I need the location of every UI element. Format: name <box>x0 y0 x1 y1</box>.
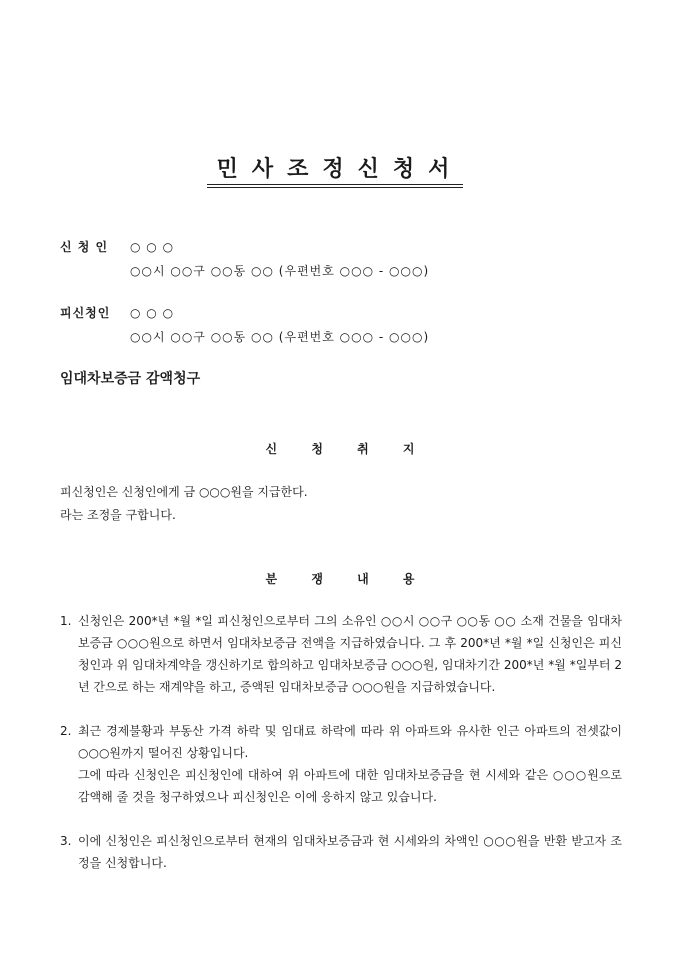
applicant-label: 신 청 인 <box>60 240 109 254</box>
title-underline-top <box>207 184 463 185</box>
respondent-row <box>60 304 174 321</box>
respondent-label: 피신청인 <box>60 306 111 320</box>
dispute-item-number: 3. <box>60 834 72 848</box>
purpose-line-1: 피신청인은 신청인에게 금 ○○○원을 지급한다. <box>60 485 308 499</box>
dispute-item-text-continued: 그에 따라 신청인은 피신청인에 대하여 위 아파트에 대한 임대차보증금을 현 시세와 같은 ○○○원으로 감액해 줄 것을 청구하였으나 피신청인은 이에 응하지 않고 있습니다. <box>78 768 622 804</box>
applicant-name: ○ ○ ○ <box>130 240 175 254</box>
dispute-item-number: 2. <box>60 724 72 738</box>
respondent-name: ○ ○ ○ <box>130 306 175 320</box>
purpose-heading: 신 청 취 지 <box>265 442 415 456</box>
purpose-line-2: 라는 조정을 구합니다. <box>60 508 176 522</box>
dispute-item-text: 이에 신청인은 피신청인으로부터 현재의 임대차보증금과 현 시세와의 차액인 ○○○원을 반환 받고자 조정을 신청합니다. <box>78 834 622 870</box>
case-name: 임대차보증금 감액청구 <box>60 371 201 387</box>
dispute-item-1 <box>60 610 622 698</box>
dispute-item-3 <box>60 830 622 874</box>
applicant-row <box>60 238 174 255</box>
title-underline-bottom <box>207 187 463 188</box>
dispute-item-text: 신청인은 200*년 *월 *일 피신청인으로부터 그의 소유인 ○○시 ○○구 ○○동 ○○ 소재 건물을 임대차보증금 ○○○원으로 하면서 임대차보증금 전액을 지급하였습니다. 그 후 200*년 *월 *일 신청인은 피신청인과 위 임대차계약을 갱신하기로 합의하고 임대차보증금 ○○○원, 임대차기간 200*년 *월 *일부터 2년 간으로 하는 재계약을 하고, 증액된 임대차보증금 ○○○원을 지급하였습니다. <box>78 614 622 694</box>
dispute-item-text: 최근 경제불황과 부동산 가격 하락 및 임대료 하락에 따라 위 아파트와 유사한 인근 아파트의 전셋값이 ○○○원까지 떨어진 상황입니다. <box>78 724 622 760</box>
applicant-address: ○○시 ○○구 ○○동 ○○ (우편번호 ○○○ - ○○○) <box>130 264 430 278</box>
document-title: 민사조정신청서 <box>216 156 464 182</box>
dispute-heading: 분 쟁 내 용 <box>265 572 415 586</box>
dispute-item-2 <box>60 720 622 808</box>
respondent-address: ○○시 ○○구 ○○동 ○○ (우편번호 ○○○ - ○○○) <box>130 330 430 344</box>
dispute-item-number: 1. <box>60 614 72 628</box>
